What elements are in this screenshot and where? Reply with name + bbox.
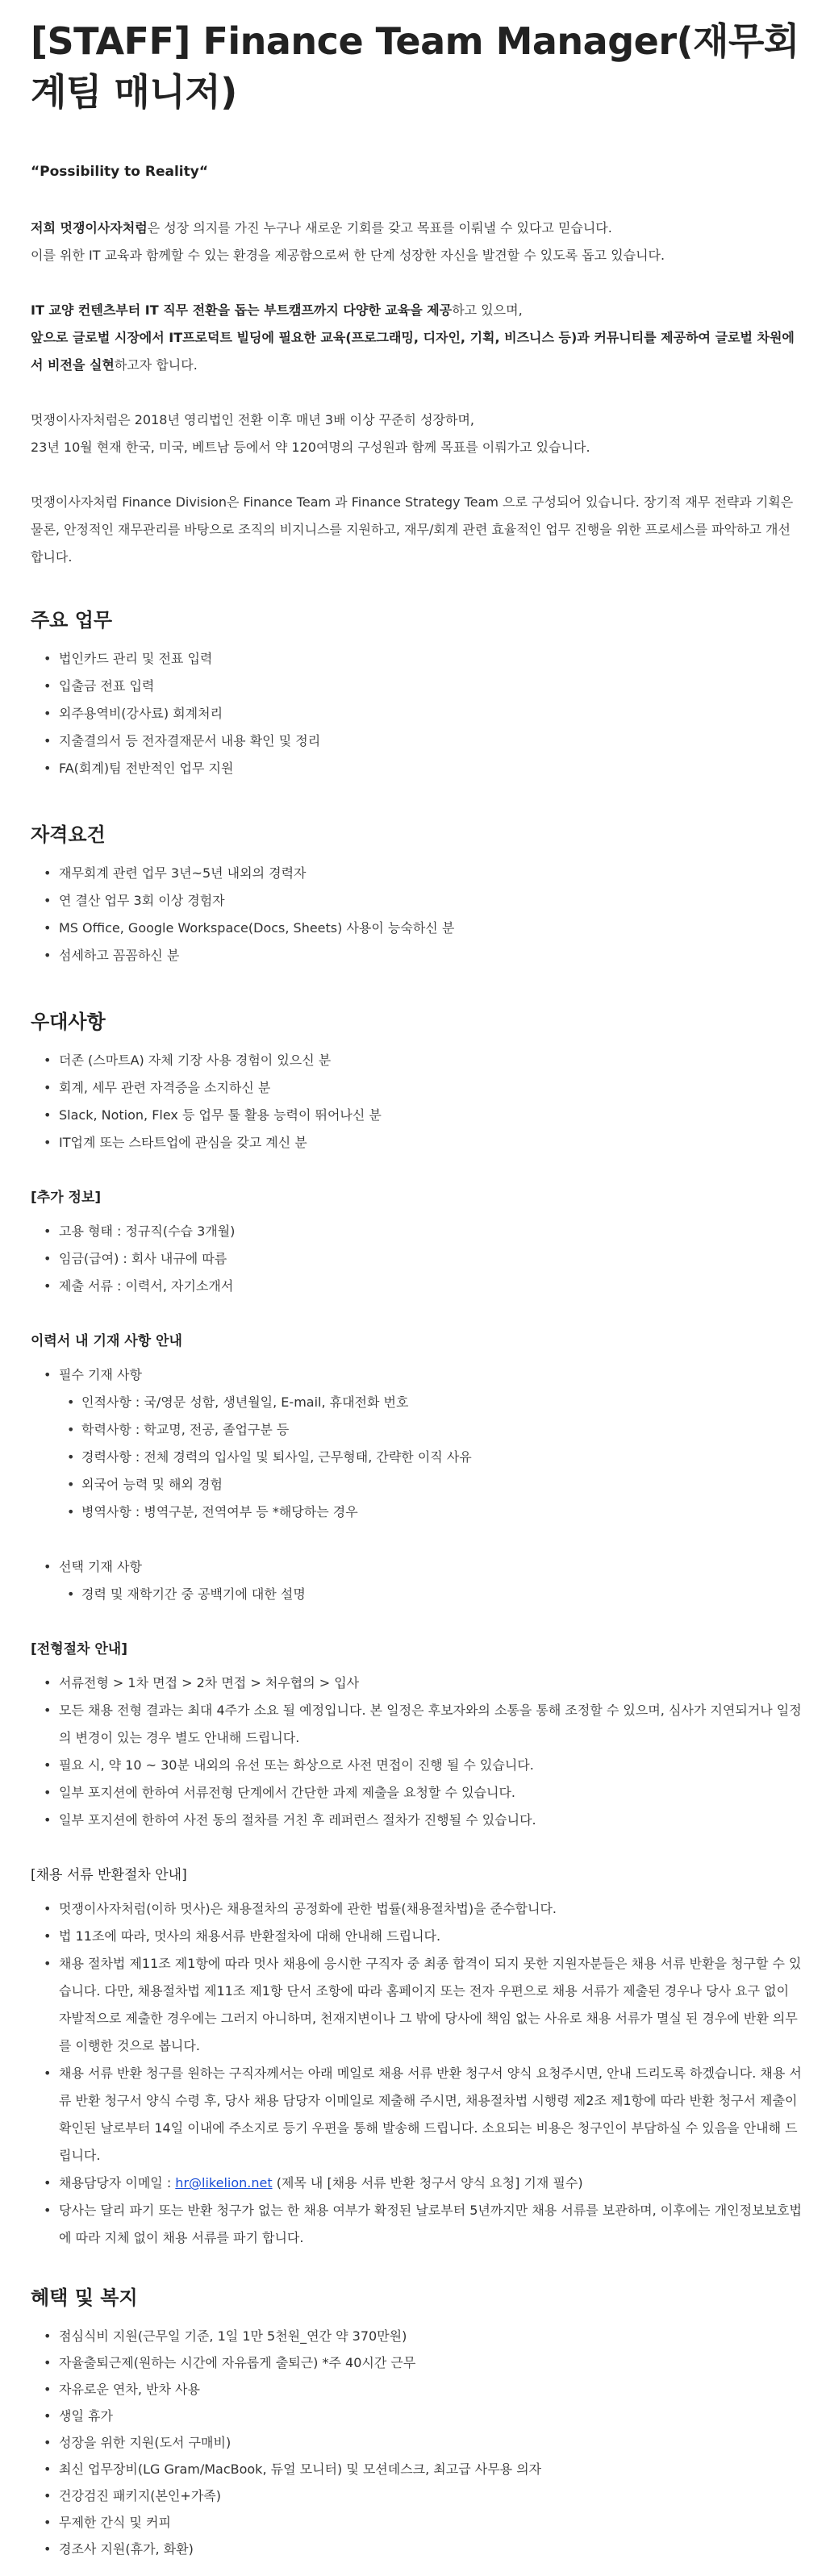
list-item: • 경력 및 재학기간 중 공백기에 대한 설명 <box>59 1581 802 1608</box>
list-item: • 자유로운 연차, 반차 사용 <box>31 2376 802 2403</box>
list-item: • 법인카드 관리 및 전표 입력 <box>31 645 802 673</box>
list-item: • 법 11조에 따라, 멋사의 채용서류 반환절차에 대해 안내해 드립니다. <box>31 1923 802 1950</box>
list-item: • 학력사항 : 학교명, 전공, 졸업구분 등 <box>59 1416 802 1444</box>
benefits-heading: 혜택 및 복지 <box>31 2286 138 2309</box>
list-item: • 경조사 지원(휴가, 화환) <box>31 2536 802 2562</box>
intro-paragraph-3: 멋쟁이사자처럼은 2018년 영리법인 전환 이후 매년 3배 이상 꾸준히 성장하며, 23년 10월 현재 한국, 미국, 베트남 등에서 약 120여명의 구성원과 함께 목표를 이뤄가고 있습니다. <box>31 412 590 455</box>
duties-heading: 주요 업무 <box>31 609 113 631</box>
required-fields-group: • 필수 기재 사항 • 인적사항 : 국/영문 성함, 생년월일, E-mail, 휴대전화 번호 • 학력사항 : 학교명, 전공, 졸업구분 등 • 경력사항 : 전체 경력의 입사일 및 퇴사일, 근무형태, 간략한 이직 사유 • 외국어 능력 및 해외 경험 • 병역사항 : 병역구분, 전역여부 등 *해당하는 경우 <box>31 1361 802 1553</box>
benefits-list <box>31 2323 802 2562</box>
optional-fields-group: • 선택 기재 사항 • 경력 및 재학기간 중 공백기에 대한 설명 <box>31 1553 802 1608</box>
list-item: • 경력사항 : 전체 경력의 입사일 및 퇴사일, 근무형태, 간략한 이직 사유 <box>59 1444 802 1471</box>
contact-email-item: • 채용담당자 이메일 : hr@likelion.net (제목 내 [채용 서류 반환 청구서 양식 요청] 기재 필수) <box>31 2170 802 2197</box>
list-item: • Slack, Notion, Flex 등 업무 툴 활용 능력이 뛰어나신 분 <box>31 1102 802 1129</box>
resume-guide-heading: 이력서 내 기재 사항 안내 <box>31 1333 182 1349</box>
company-name: 저희 멋쟁이사자처럼 <box>31 220 148 236</box>
list-item: • 채용 서류 반환 청구를 원하는 구직자께서는 아래 메일로 채용 서류 반환 청구서 양식 요청주시면, 안내 드리도록 하겠습니다. 채용 서류 반환 청구서 양식 수령 후, 당사 채용 담당자 이메일로 제출해 주시면, 채용절차법 시행령 제2조 제1항에 따라 반환 청구서 제출이 확인된 날로부터 14일 이내에 주소지로 등기 우편을 통해 발송해 드립니다. 소요되는 비용은 청구인이 부담하실 수 있음을 안내해 드립니다. <box>31 2060 802 2170</box>
duties-list <box>31 645 802 782</box>
resume-guide-list <box>31 1361 802 1608</box>
list-item: • 섬세하고 꼼꼼하신 분 <box>31 942 802 969</box>
list-item: • 일부 포지션에 한하여 사전 동의 절차를 거친 후 레퍼런스 절차가 진행될 수 있습니다. <box>31 1807 802 1834</box>
hr-email-link[interactable]: hr@likelion.net <box>175 2175 273 2190</box>
list-item: • FA(회계)팀 전반적인 업무 지원 <box>31 755 802 782</box>
intro-paragraph-1: 저희 멋쟁이사자처럼은 성장 의지를 가진 누구나 새로운 기회를 갖고 목표를 이뤄낼 수 있다고 믿습니다. 이를 위한 IT 교육과 함께할 수 있는 환경을 제공함으로써 한 단계 성장한 자신을 발견할 수 있도록 돕고 있습니다. <box>31 220 665 263</box>
list-item: • 서류전형 > 1차 면접 > 2차 면접 > 처우협의 > 입사 <box>31 1669 802 1697</box>
list-item: • 생일 휴가 <box>31 2403 802 2429</box>
process-list <box>31 1669 802 1834</box>
list-item: • 최신 업무장비(LG Gram/MacBook, 듀얼 모니터) 및 모션데스크, 최고급 사무용 의자 <box>31 2456 802 2482</box>
list-item: • MS Office, Google Workspace(Docs, Sheets) 사용이 능숙하신 분 <box>31 915 802 942</box>
list-item: • 외국어 능력 및 해외 경험 <box>59 1471 802 1498</box>
list-item: • 성장을 위한 지원(도서 구매비) <box>31 2429 802 2456</box>
required-fields-list <box>59 1389 802 1526</box>
list-item: • 재무회계 관련 업무 3년~5년 내외의 경력자 <box>31 860 802 887</box>
list-item: • 당사는 달리 파기 또는 반환 청구가 없는 한 채용 여부가 확정된 날로부터 5년까지만 채용 서류를 보관하며, 이후에는 개인정보보호법에 따라 지체 없이 채용 서류를 파기 합니다. <box>31 2197 802 2252</box>
list-item: • 회계, 세무 관련 자격증을 소지하신 분 <box>31 1074 802 1102</box>
list-item: • 점심식비 지원(근무일 기준, 1일 1만 5천원_연간 약 370만원) <box>31 2323 802 2349</box>
list-item: • 필요 시, 약 10 ~ 30분 내외의 유선 또는 화상으로 사전 면접이 진행 될 수 있습니다. <box>31 1752 802 1779</box>
list-item: • 채용 절차법 제11조 제1항에 따라 멋사 채용에 응시한 구직자 중 최종 합격이 되지 못한 지원자분들은 채용 서류 반환을 청구할 수 있습니다. 다만, 채용절차법 제11조 제1항 단서 조항에 따라 홈페이지 또는 전자 우편으로 채용 서류가 제출된 경우나 당사 요구 없이 자발적으로 제출한 경우에는 그러지 아니하며, 천재지변이나 그 밖에 당사에 책임 없는 사유로 채용 서류가 멸실 된 경우에 반환 의무를 이행한 것으로 봅니다. <box>31 1950 802 2060</box>
list-item: • 멋쟁이사자처럼(이하 멋사)은 채용절차의 공정화에 관한 법률(채용절차법)을 준수합니다. <box>31 1895 802 1923</box>
list-item: • 인적사항 : 국/영문 성함, 생년월일, E-mail, 휴대전화 번호 <box>59 1389 802 1416</box>
list-item: • 자율출퇴근제(원하는 시간에 자유롭게 출퇴근) *주 40시간 근무 <box>31 2349 802 2376</box>
list-item: • 임금(급여) : 회사 내규에 따름 <box>31 1245 802 1273</box>
list-item: • 제출 서류 : 이력서, 자기소개서 <box>31 1273 802 1300</box>
list-item: • 건강검진 패키지(본인+가족) <box>31 2482 802 2509</box>
preferred-list <box>31 1047 802 1157</box>
intro-paragraph-2: IT 교양 컨텐츠부터 IT 직무 전환을 돕는 부트캠프까지 다양한 교육을 제공하고 있으며, 앞으로 글로벌 시장에서 IT프로덕트 빌딩에 필요한 교육(프로그래밍, 디자인, 기획, 비즈니스 등)과 커뮤니티를 제공하여 글로벌 차원에서 비전을 실현하고자 합니다. <box>31 302 795 373</box>
page-title: [STAFF] Finance Team Manager(재무회계팀 매니저) <box>31 19 799 114</box>
list-item: • 연 결산 업무 3회 이상 경험자 <box>31 887 802 915</box>
preferred-heading: 우대사항 <box>31 1011 106 1033</box>
return-docs-list <box>31 1895 802 2252</box>
list-item: • 모든 채용 전형 결과는 최대 4주가 소요 될 예정입니다. 본 일정은 후보자와의 소통을 통해 조정할 수 있으며, 심사가 지연되거나 일정의 변경이 있는 경우 별도 안내해 드립니다. <box>31 1697 802 1752</box>
optional-fields-list <box>59 1581 802 1608</box>
list-item: • 일부 포지션에 한하여 서류전형 단계에서 간단한 과제 제출을 요청할 수 있습니다. <box>31 1779 802 1807</box>
extra-info-heading: [추가 정보] <box>31 1190 102 1206</box>
list-item: • 무제한 간식 및 커피 <box>31 2509 802 2536</box>
intro-paragraph-4: 멋쟁이사자처럼 Finance Division은 Finance Team 과 Finance Strategy Team 으로 구성되어 있습니다. 장기적 재무 전략과 기획은 물론, 안정적인 재무관리를 바탕으로 조직의 비지니스를 지원하고, 재무/회계 관련 효율적인 업무 진행을 위한 프로세스를 파악하고 개선합니다. <box>31 494 794 565</box>
process-heading: [전형절차 안내] <box>31 1641 127 1657</box>
list-item: • 고용 형태 : 정규직(수습 3개월) <box>31 1218 802 1245</box>
list-item: • 병역사항 : 병역구분, 전역여부 등 *해당하는 경우 <box>59 1498 802 1526</box>
list-item: • 지출결의서 등 전자결재문서 내용 확인 및 정리 <box>31 727 802 755</box>
return-docs-heading: [채용 서류 반환절차 안내] <box>31 1867 187 1883</box>
tagline: “Possibility to Reality“ <box>31 164 209 180</box>
list-item: • 더존 (스마트A) 자체 기장 사용 경험이 있으신 분 <box>31 1047 802 1074</box>
requirements-heading: 자격요건 <box>31 823 106 846</box>
list-item: • IT업계 또는 스타트업에 관심을 갖고 계신 분 <box>31 1129 802 1157</box>
extra-info-list <box>31 1218 802 1300</box>
list-item: • 입출금 전표 입력 <box>31 673 802 700</box>
requirements-list <box>31 860 802 969</box>
list-item: • 외주용역비(강사료) 회계처리 <box>31 700 802 727</box>
